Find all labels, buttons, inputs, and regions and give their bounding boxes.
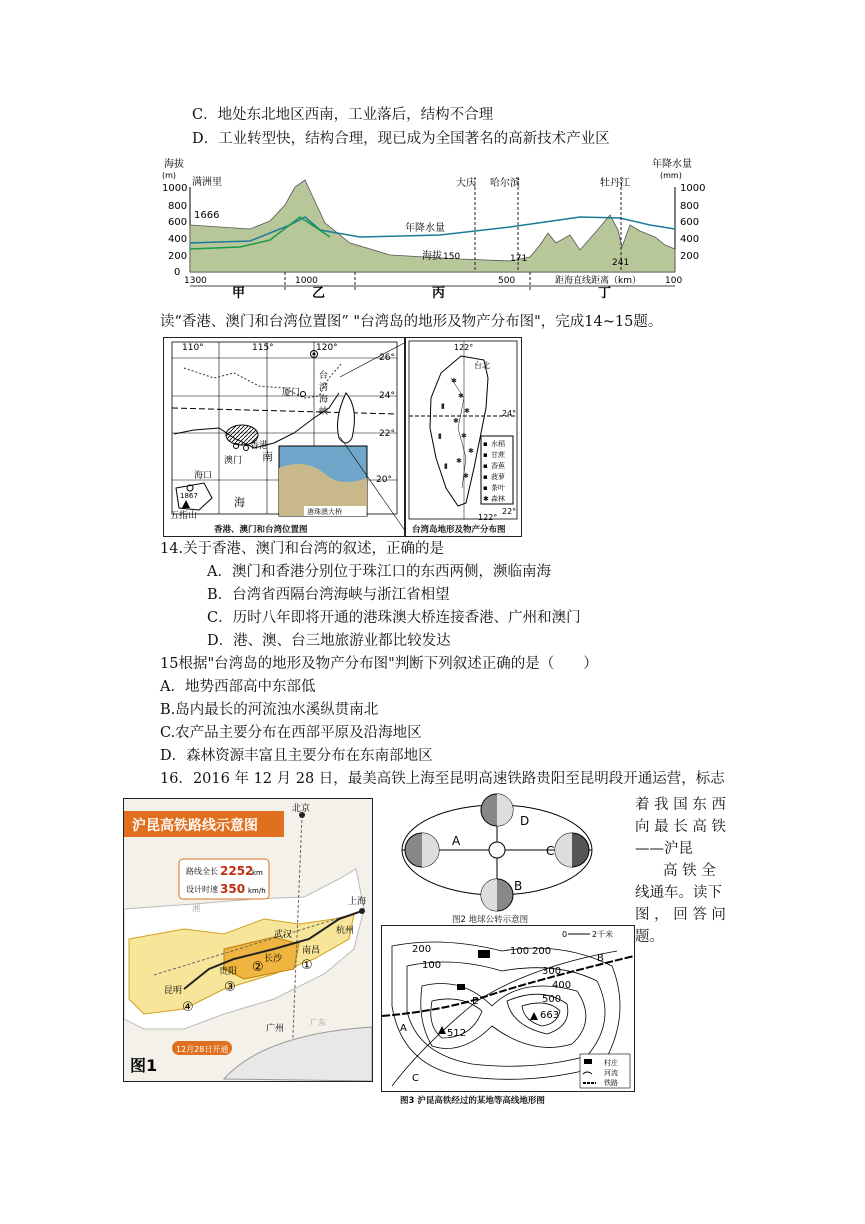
- svg-text:C: C: [412, 1073, 419, 1084]
- svg-text:图1: 图1: [130, 1056, 158, 1075]
- svg-text:350: 350: [220, 882, 246, 896]
- q16-side-line: 线通车。读下: [635, 885, 722, 901]
- svg-text:▪: ▪: [483, 462, 488, 470]
- svg-text:C: C: [546, 844, 555, 858]
- fig1-railway-map: [123, 798, 373, 1082]
- svg-text:B: B: [597, 953, 604, 964]
- svg-text:▪: ▪: [483, 484, 488, 492]
- svg-text:海口: 海口: [194, 471, 213, 481]
- q14-option-d: D．港、澳、台三地旅游业都比较发达: [207, 633, 451, 649]
- fig3-caption: 图3 沪昆高铁经过的某地等高线地形图: [400, 1096, 545, 1106]
- svg-text:▪: ▪: [483, 440, 488, 448]
- svg-text:铁路: 铁路: [604, 1079, 618, 1087]
- map2-caption: 台湾岛地形及物产分布图: [412, 525, 506, 535]
- svg-text:河流: 河流: [604, 1069, 618, 1077]
- q16-side-line: 题。: [635, 929, 664, 945]
- svg-text:大庆: 大庆: [456, 178, 476, 189]
- svg-text:港珠澳大桥: 港珠澳大桥: [307, 508, 342, 516]
- svg-text:牡丹江: 牡丹江: [600, 178, 630, 189]
- svg-text:乙: 乙: [312, 286, 326, 300]
- svg-text:③: ③: [224, 980, 236, 995]
- svg-text:✱: ✱: [483, 495, 489, 503]
- right-axis-title: 年降水量: [652, 159, 692, 170]
- svg-text:26°: 26°: [379, 353, 395, 363]
- svg-text:海: 海: [234, 496, 245, 509]
- svg-text:120°: 120°: [316, 343, 338, 353]
- svg-text:南昌: 南昌: [302, 946, 321, 956]
- map1-caption: 香港、澳门和台湾位置图: [214, 525, 308, 535]
- q14-stem: 14.关于香港、澳门和台湾的叙述，正确的是: [160, 541, 445, 557]
- svg-text:B: B: [514, 879, 523, 893]
- svg-text:杭州: 杭州: [336, 926, 355, 936]
- svg-text:澳门: 澳门: [224, 456, 243, 466]
- svg-text:距海直线距离（km）: 距海直线距离（km）: [555, 276, 641, 286]
- option-d-text: D．工业转型快，结构合理，现已成为全国著名的高新技术产业区: [192, 131, 610, 147]
- svg-text:115°: 115°: [252, 343, 274, 353]
- svg-text:1300: 1300: [184, 276, 207, 286]
- svg-text:22°: 22°: [502, 507, 517, 516]
- svg-text:km: km: [252, 869, 263, 877]
- fig2-caption: 图2 地球公转示意图: [452, 915, 529, 925]
- svg-text:2千米: 2千米: [592, 930, 614, 939]
- svg-text:丙: 丙: [432, 286, 446, 300]
- left-axis-title: 海拔: [164, 159, 184, 170]
- fig2-earth-revolution: [382, 785, 634, 927]
- svg-text:湘: 湘: [192, 904, 200, 913]
- svg-text:2252: 2252: [220, 864, 254, 878]
- svg-text:厦门: 厦门: [282, 388, 301, 398]
- q15-stem: 15根据"台湾岛的地形及物产分布图"判断下列叙述正确的是（ ）: [160, 656, 598, 672]
- map-taiwan: [405, 337, 522, 537]
- svg-text:广东: 广东: [310, 1018, 326, 1027]
- q15-option-b: B.岛内最长的河流浊水溪纵贯南北: [160, 702, 379, 718]
- svg-text:110°: 110°: [182, 343, 204, 353]
- svg-text:✱: ✱: [464, 407, 470, 415]
- right-axis-unit: (mm): [660, 171, 682, 180]
- svg-text:✱: ✱: [463, 472, 469, 480]
- svg-text:400: 400: [552, 980, 572, 991]
- svg-text:✱: ✱: [458, 392, 464, 400]
- svg-text:哈尔滨: 哈尔滨: [490, 178, 520, 189]
- svg-text:600: 600: [680, 217, 700, 228]
- intro-text: 读“香港、澳门和台湾位置图” "台湾岛的地形及物产分布图"，完成14~15题。: [160, 314, 663, 330]
- svg-text:贵阳: 贵阳: [219, 967, 238, 977]
- svg-text:台北: 台北: [474, 361, 490, 370]
- svg-text:峡: 峡: [319, 407, 329, 417]
- svg-text:400: 400: [680, 234, 700, 245]
- svg-text:台: 台: [319, 371, 329, 381]
- svg-text:满洲里: 满洲里: [192, 177, 222, 188]
- q16-line1: 16．2016 年 12 月 28 日，最美高铁上海至昆明高速铁路贵阳至昆明段开通运营，标志: [160, 771, 725, 787]
- svg-text:五指山: 五指山: [170, 511, 198, 521]
- svg-text:24°: 24°: [379, 391, 395, 401]
- svg-text:广州: 广州: [266, 1024, 285, 1034]
- svg-text:300: 300: [542, 966, 562, 977]
- left-axis-unit: (m): [162, 171, 177, 180]
- svg-text:800: 800: [168, 201, 188, 212]
- svg-text:上海: 上海: [348, 897, 367, 907]
- svg-text:D: D: [520, 814, 530, 828]
- svg-text:甲: 甲: [232, 286, 246, 300]
- svg-text:1867: 1867: [180, 492, 198, 500]
- svg-text:100: 100: [510, 946, 530, 957]
- svg-text:171: 171: [510, 254, 528, 264]
- svg-text:1000: 1000: [680, 183, 705, 194]
- svg-text:400: 400: [168, 234, 188, 245]
- svg-text:村庄: 村庄: [604, 1059, 618, 1067]
- svg-text:海: 海: [319, 395, 329, 405]
- svg-text:22°: 22°: [379, 429, 395, 439]
- q15-option-a: A．地势西部高中东部低: [160, 679, 316, 695]
- svg-text:✱: ✱: [453, 417, 459, 425]
- svg-text:①: ①: [301, 958, 313, 973]
- q16-side-line: ——沪昆: [635, 841, 693, 857]
- svg-text:▮: ▮: [444, 462, 448, 470]
- svg-text:122°: 122°: [478, 513, 498, 522]
- svg-text:▪: ▪: [483, 451, 488, 459]
- svg-text:km/h: km/h: [248, 887, 266, 895]
- svg-text:甘蔗: 甘蔗: [491, 451, 505, 459]
- fig3-contour-map: [381, 925, 635, 1092]
- svg-text:20°: 20°: [376, 475, 392, 485]
- svg-text:1000: 1000: [295, 276, 318, 286]
- svg-text:500: 500: [498, 276, 516, 286]
- svg-text:沪昆高铁路线示意图: 沪昆高铁路线示意图: [132, 818, 258, 834]
- svg-text:100: 100: [422, 960, 442, 971]
- svg-text:✱: ✱: [451, 377, 457, 385]
- svg-text:▪: ▪: [483, 473, 488, 481]
- svg-text:✱: ✱: [456, 457, 462, 465]
- connector-lines: [330, 337, 410, 537]
- svg-text:512: 512: [447, 1028, 467, 1039]
- svg-text:200: 200: [168, 251, 188, 262]
- svg-text:香港: 香港: [250, 441, 269, 451]
- svg-text:0: 0: [174, 267, 181, 278]
- profile-chart: [160, 155, 705, 300]
- svg-text:663: 663: [540, 1010, 560, 1021]
- svg-text:昆明: 昆明: [164, 986, 183, 996]
- option-c-text: C．地处东北地区西南，工业落后，结构不合理: [192, 107, 494, 123]
- svg-text:1666: 1666: [194, 210, 220, 221]
- svg-text:500: 500: [542, 994, 562, 1005]
- svg-text:200: 200: [532, 946, 552, 957]
- q16-side-line: 向 最 长 高 铁: [635, 819, 726, 835]
- svg-text:湾: 湾: [319, 383, 329, 393]
- svg-text:年降水量: 年降水量: [405, 223, 445, 234]
- svg-text:✱: ✱: [461, 432, 467, 440]
- svg-text:150: 150: [443, 252, 461, 262]
- svg-text:武汉: 武汉: [274, 930, 293, 940]
- q16-side-line: 高 铁 全: [663, 863, 716, 879]
- svg-text:▮: ▮: [441, 402, 445, 410]
- svg-text:✱: ✱: [468, 447, 474, 455]
- q16-side-line: 着 我 国 东 西: [635, 797, 726, 813]
- q15-option-d: D．森林资源丰富且主要分布在东南部地区: [160, 748, 433, 764]
- svg-text:④: ④: [182, 1000, 194, 1015]
- q14-option-c: C．历时八年即将开通的港珠澳大桥连接香港、广州和澳门: [207, 610, 581, 626]
- svg-text:200: 200: [680, 251, 700, 262]
- svg-text:菠萝: 菠萝: [491, 473, 505, 481]
- svg-text:路线全长: 路线全长: [186, 867, 218, 876]
- svg-text:12月28日开通: 12月28日开通: [176, 1045, 229, 1054]
- svg-text:A: A: [400, 1023, 407, 1034]
- svg-text:水稻: 水稻: [491, 440, 505, 448]
- svg-text:0: 0: [562, 930, 568, 939]
- svg-text:森林: 森林: [491, 495, 505, 503]
- svg-text:200: 200: [412, 944, 432, 955]
- svg-text:长沙: 长沙: [264, 954, 283, 964]
- svg-text:100: 100: [665, 276, 683, 286]
- svg-text:1000: 1000: [162, 183, 188, 194]
- svg-text:丁: 丁: [598, 286, 612, 300]
- q14-option-a: A．澳门和香港分别位于珠江口的东西两侧，濒临南海: [207, 564, 551, 580]
- svg-text:A: A: [452, 834, 461, 848]
- q14-option-b: B．台湾省西隔台湾海峡与浙江省相望: [207, 587, 450, 603]
- svg-text:241: 241: [612, 258, 630, 268]
- svg-text:香蕉: 香蕉: [491, 462, 505, 470]
- svg-text:122°: 122°: [454, 343, 474, 352]
- svg-text:E: E: [472, 996, 479, 1007]
- svg-text:600: 600: [168, 217, 188, 228]
- svg-text:北京: 北京: [292, 804, 311, 814]
- q16-side-line: 图 ， 回 答 问: [635, 907, 726, 923]
- svg-text:茶叶: 茶叶: [491, 484, 505, 492]
- svg-text:设计时速: 设计时速: [186, 885, 218, 894]
- q15-option-c: C.农产品主要分布在西部平原及沿海地区: [160, 725, 422, 741]
- svg-text:②: ②: [252, 960, 264, 975]
- svg-text:24°: 24°: [502, 409, 517, 418]
- svg-text:▮: ▮: [438, 432, 442, 440]
- svg-text:海拔: 海拔: [422, 251, 442, 262]
- svg-text:800: 800: [680, 201, 700, 212]
- svg-text:南: 南: [262, 450, 273, 463]
